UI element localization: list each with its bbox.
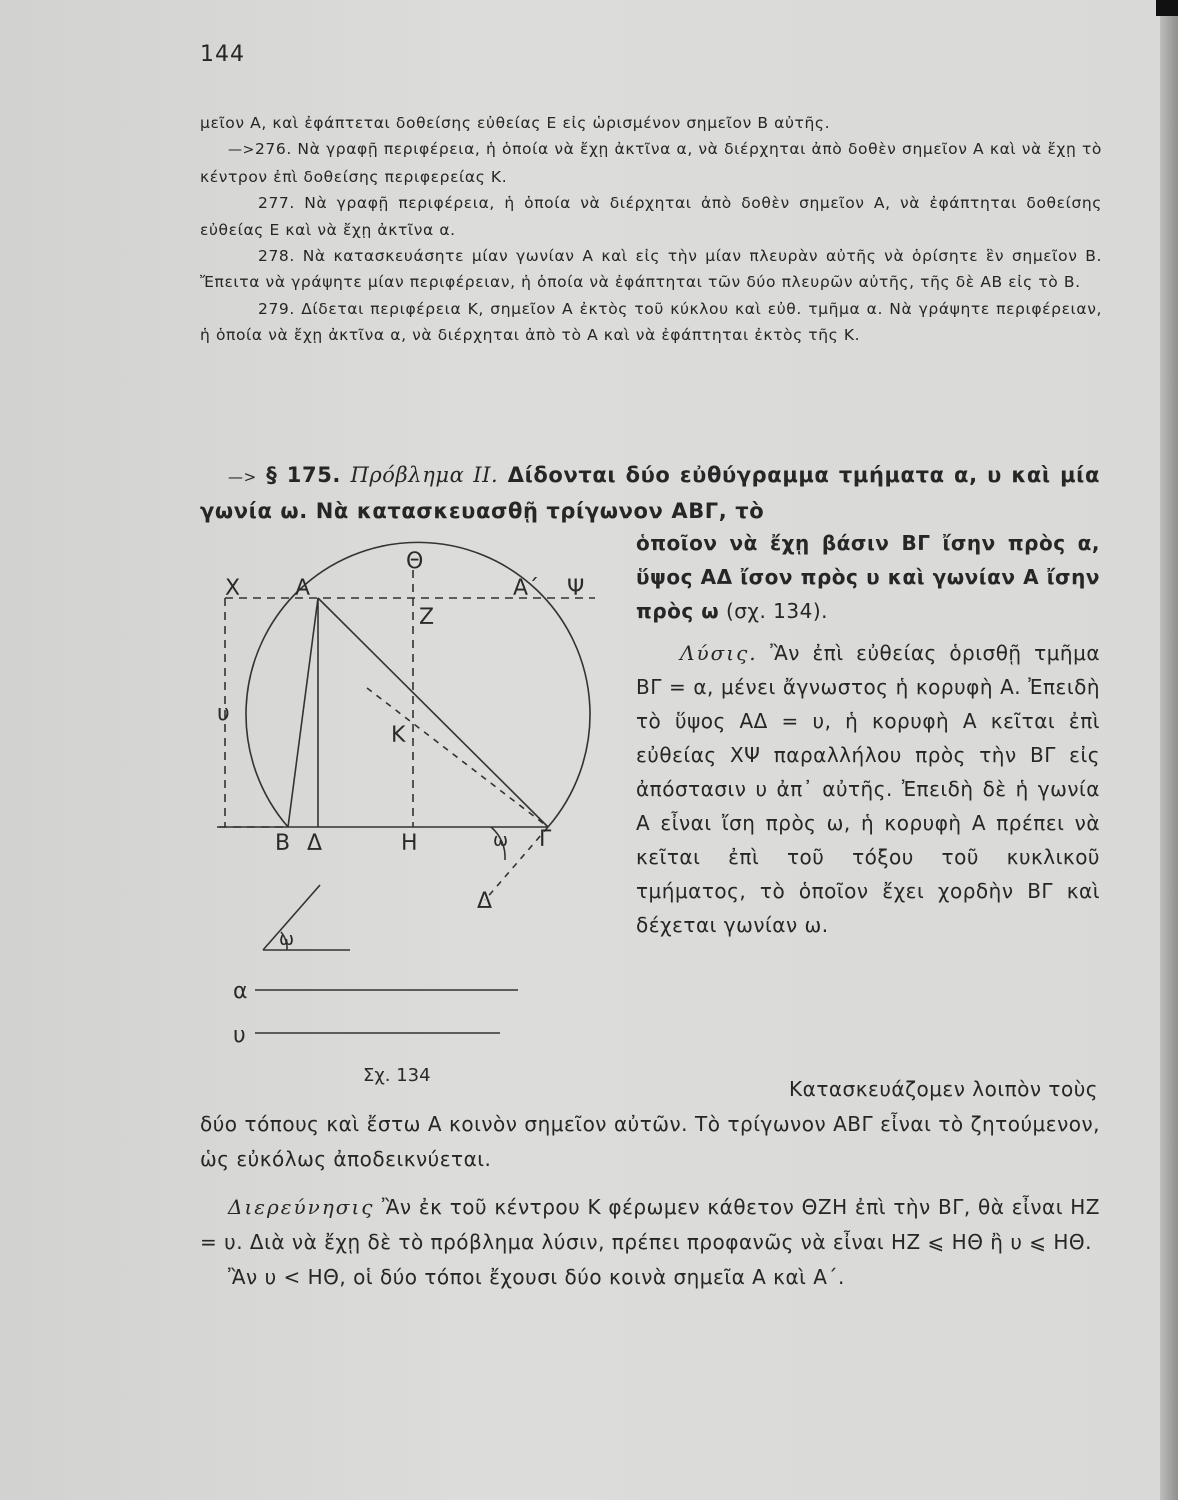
exercise-list (200, 110, 1102, 349)
label-segment-u: υ (233, 1023, 246, 1048)
label-delta-2: Δ (477, 889, 493, 914)
right-column (636, 526, 1100, 942)
label-a: Α (295, 576, 311, 601)
section-number: § 175. (266, 463, 341, 487)
label-omega: ω (493, 830, 509, 851)
exercise-277: 277. Νὰ γραφῇ περιφέρεια, ἡ ὁποία νὰ διέρχηται ἀπὸ δοθὲν σημεῖον Α, νὰ ἐφάπτηται δοθείσης εὐθείας Ε καὶ νὰ ἔχῃ ἀκτῖνα α. (200, 194, 1102, 239)
page-number: 144 (200, 42, 245, 67)
problem-label: Πρόβλημα ΙΙ. (350, 463, 499, 487)
construction-paragraph: Κατασκευάζομεν λοιπὸν τοὺς δύο τόπους καὶ ἔστω Α κοινὸν σημεῖον αὐτῶν. Τὸ τρίγωνον ΑΒΓ εἶναι τὸ ζητούμενον, ὡς εὐκόλως ἀποδεικνύεται. (200, 1077, 1100, 1171)
discussion-paragraph: Διερεύνησις Ἂν ἐκ τοῦ κέντρου Κ φέρωμεν κάθετον ΘΖΗ ἐπὶ τὴν ΒΓ, θὰ εἶναι ΗΖ = υ. Διὰ νὰ ἔχῃ δὲ τὸ πρόβλημα λύσιν, πρέπει προφανῶς νὰ εἶναι ΗΖ ⩽ ΗΘ ἢ υ ⩽ ΗΘ. Ἂν υ < ΗΘ, οἱ δύο τόποι ἔχουσι δύο κοινὰ σημεῖα Α καὶ Α΄. (200, 1190, 1100, 1295)
label-psi: Ψ (567, 576, 585, 601)
exercise-279: 279. Δίδεται περιφέρεια Κ, σημεῖον Α ἐκτὸς τοῦ κύκλου καὶ εὐθ. τμῆμα α. Νὰ γράψητε περιφέρειαν, ἡ ὁποία νὰ ἔχῃ ἀκτῖνα α, νὰ διέρχηται ἀπὸ τὸ Α καὶ νὰ ἐφάπτηται ἐκτὸς τῆς Κ. (200, 299, 1102, 345)
label-theta: Θ (406, 549, 424, 574)
side-ab (288, 598, 318, 827)
label-delta: Δ (307, 831, 323, 856)
margin-arrow: —> (228, 468, 257, 486)
label-a-prime: Α΄ (513, 576, 540, 601)
discussion-next: Ἂν υ < ΗΘ, οἱ δύο τόποι ἔχουσι δύο κοινὰ σημεῖα Α καὶ Α΄. (228, 1265, 845, 1289)
solution-label: Λύσις. (680, 641, 758, 665)
figure-ref: (σχ. 134). (725, 599, 829, 623)
problem-statement: Δίδονται δύο εὐθύγραμμα τμήματα α, υ καὶ μία γωνία ω. Νὰ κατασκευασθῇ τρίγωνον ΑΒΓ, τὸ (200, 463, 1100, 523)
label-k: Κ (391, 723, 406, 748)
label-segment-a: α (233, 979, 248, 1004)
label-omega-small: ω (279, 929, 295, 950)
figure-134 (195, 540, 625, 1100)
label-z: Ζ (419, 605, 435, 630)
figure-caption: Σχ. 134 (363, 1065, 431, 1086)
label-b: Β (275, 831, 291, 856)
discussion-label: Διερεύνησις (228, 1195, 375, 1219)
problem-statement-cont: ὁποῖον νὰ ἔχῃ βάσιν ΒΓ ἴσην πρὸς α, ὕψος ΑΔ ἴσον πρὸς υ καὶ γωνίαν Α ἴσην πρὸς ω (σχ. 134). (636, 531, 1100, 623)
label-upsilon: υ (217, 701, 230, 726)
exercise-278: 278. Νὰ κατασκευάσητε μίαν γωνίαν Α καὶ εἰς τὴν μίαν πλευρὰν αὐτῆς νὰ ὁρίσητε ἓν σημεῖον Β. Ἔπειτα νὰ γράψητε μίαν περιφέρειαν, ἡ ὁποία νὰ ἐφάπτηται τῶν δύο πλευρῶν αὐτῆς, τῆς δὲ ΑΒ εἰς τὸ Β. (200, 247, 1102, 292)
solution-paragraph: Λύσις. Ἂν ἐπὶ εὐθείας ὁρισθῇ τμῆμα ΒΓ = α, μένει ἄγνωστος ἡ κορυφὴ Α. Ἐπειδὴ τὸ ὕψος ΑΔ = υ, ἡ κορυφὴ Α κεῖται ἐπὶ εὐθείας ΧΨ παραλλήλου πρὸς τὴν ΒΓ εἰς ἀπόστασιν υ ἀπ᾿ αὐτῆς. Ἐπειδὴ δὲ ἡ γωνία Α εἶναι ἴση πρὸς ω, ἡ κορυφὴ Α πρέπει νὰ κεῖται ἐπὶ τοῦ τόξου τοῦ κυκλικοῦ τμήματος, τὸ ὁποῖον ἔχει χορδὴν ΒΓ καὶ δέχεται γωνίαν ω. (636, 641, 1101, 937)
label-h: Η (401, 831, 418, 856)
label-chi: Χ (225, 576, 241, 601)
margin-arrow: —> (228, 142, 255, 159)
exercise-continued: μεῖον Α, καὶ ἐφάπτεται δοθείσης εὐθείας Ε εἰς ὡρισμένον σημεῖον Β αὐτῆς. (200, 114, 831, 132)
page-edge (1160, 0, 1178, 1500)
problem-heading (200, 458, 1100, 528)
side-ag (318, 598, 548, 827)
scan-mark (1156, 0, 1178, 16)
label-gamma: Γ (539, 827, 552, 852)
exercise-276: —>276. Νὰ γραφῇ περιφέρεια, ἡ ὁποία νὰ ἔχῃ ἀκτῖνα α, νὰ διέρχηται ἀπὸ δοθὲν σημεῖον Α καὶ νὰ ἔχῃ τὸ κέντρον ἐπὶ δοθείσης περιφερείας Κ. (200, 140, 1102, 186)
